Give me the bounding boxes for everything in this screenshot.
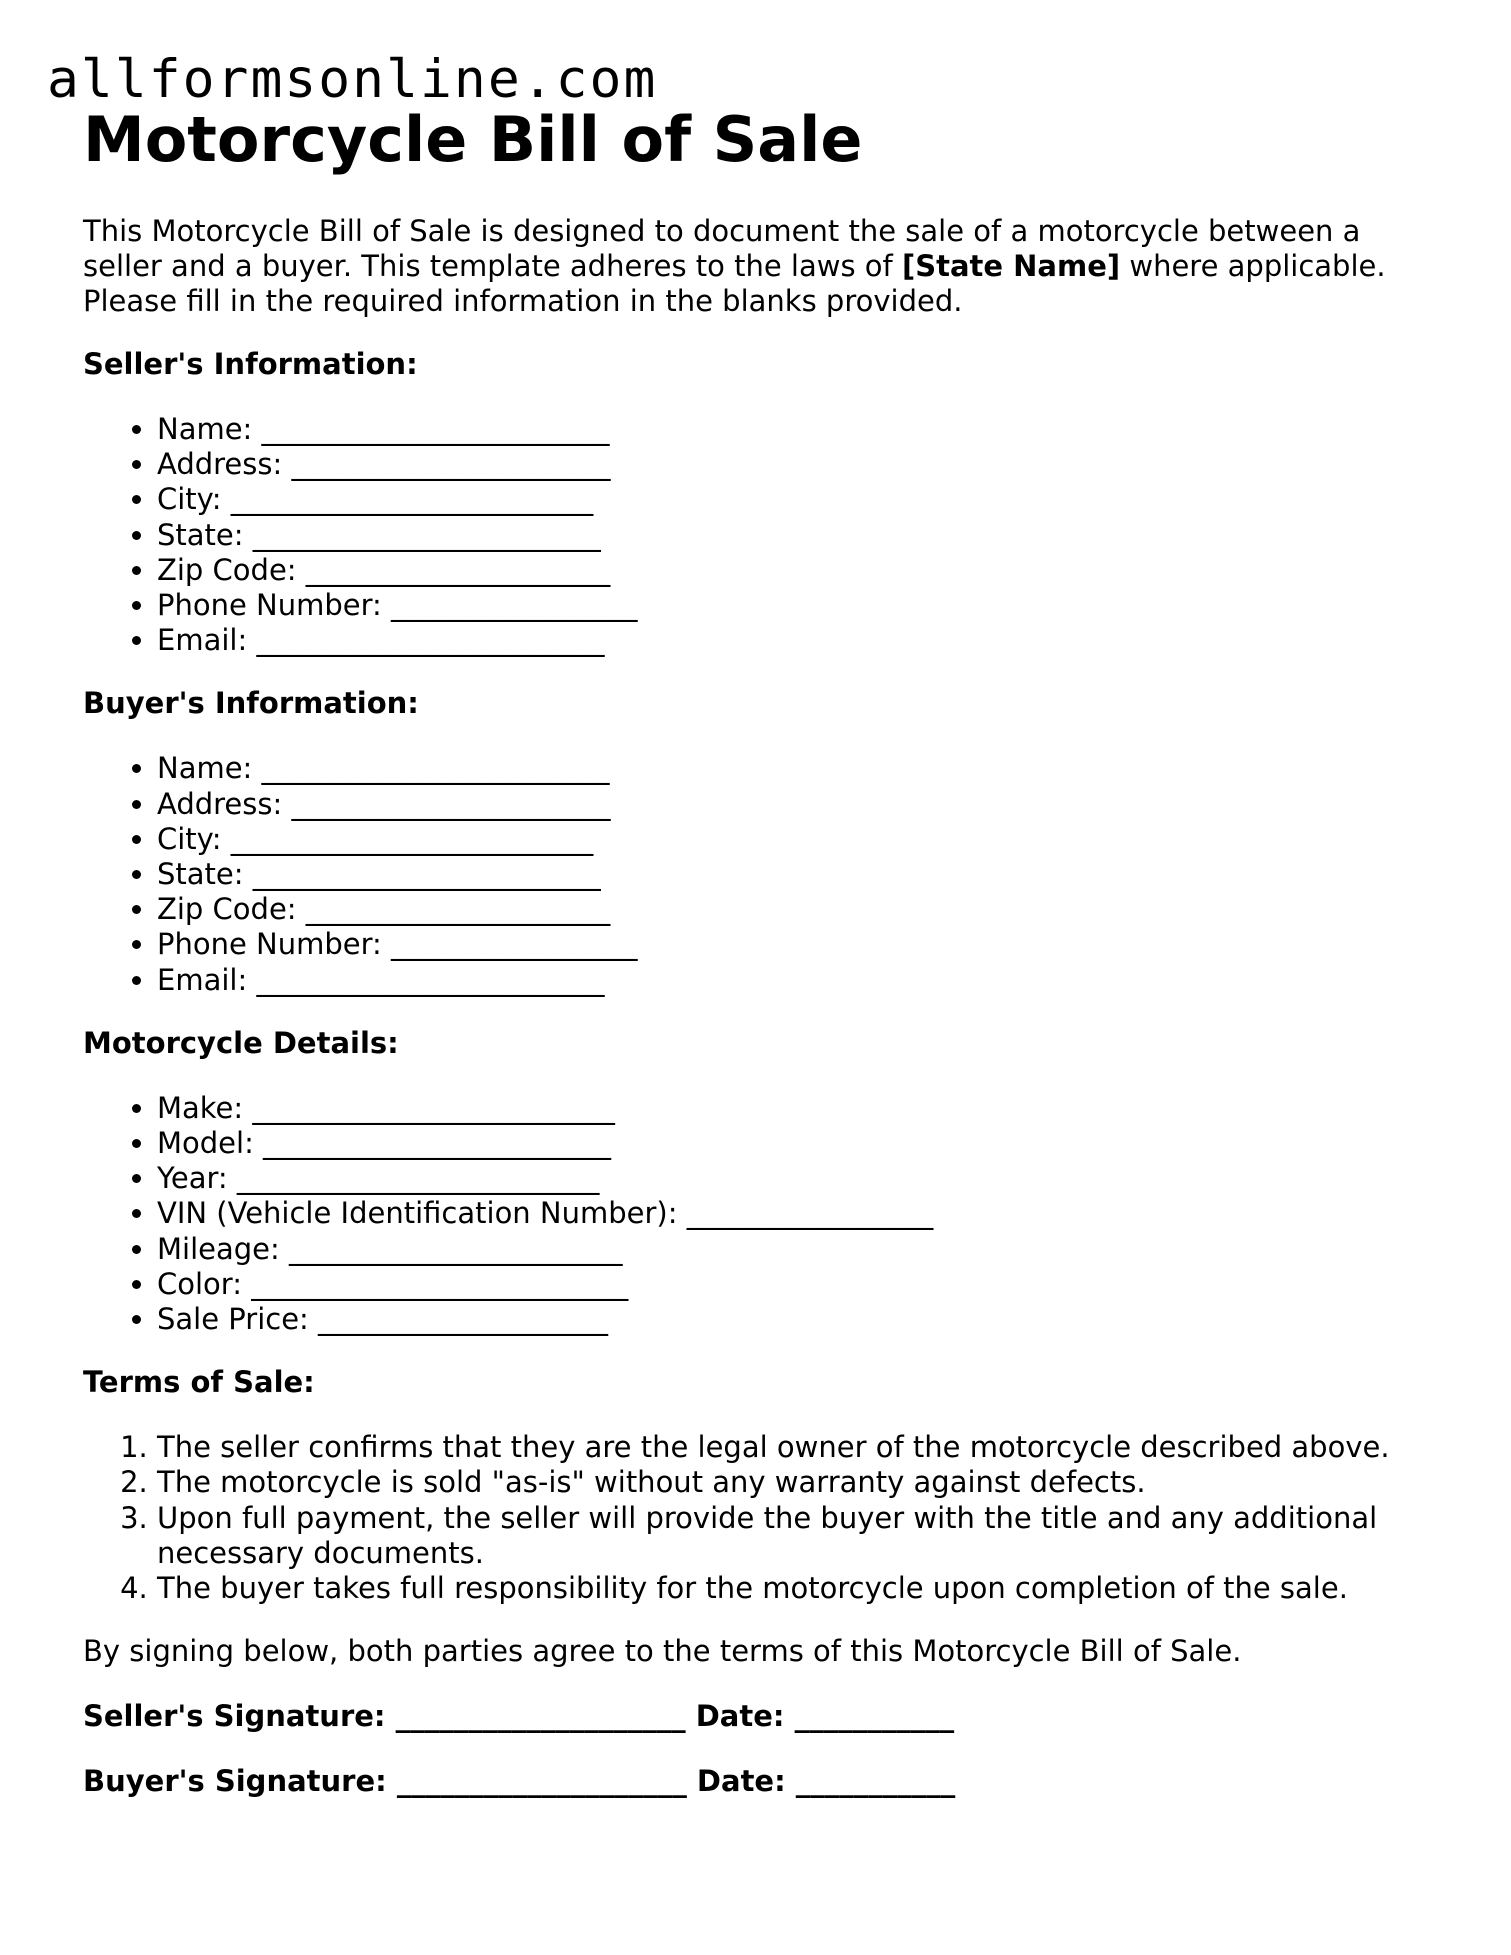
buyer-info-heading: Buyer's Information: [83, 686, 419, 721]
seller-address-field[interactable]: • Address: ______________________ [157, 447, 1443, 482]
seller-phone-field[interactable]: • Phone Number: _________________ [157, 588, 1443, 623]
year-field[interactable]: • Year: _________________________ [157, 1161, 1443, 1196]
buyer-info-list [83, 751, 1443, 997]
buyer-address-field[interactable]: • Address: ______________________ [157, 787, 1443, 822]
color-field[interactable]: • Color: __________________________ [157, 1267, 1443, 1302]
buyer-city-field[interactable]: • City: _________________________ [157, 822, 1443, 857]
model-field[interactable]: • Model: ________________________ [157, 1126, 1443, 1161]
seller-zip-field[interactable]: • Zip Code: _____________________ [157, 553, 1443, 588]
intro-paragraph [83, 214, 1443, 319]
mileage-field[interactable]: • Mileage: _______________________ [157, 1232, 1443, 1267]
motorcycle-details-list [83, 1091, 1443, 1337]
sale-price-field[interactable]: • Sale Price: ____________________ [157, 1302, 1443, 1337]
buyer-email-field[interactable]: • Email: ________________________ [157, 963, 1443, 998]
state-name-placeholder: [State Name] [901, 249, 1121, 283]
seller-signature-line[interactable]: Seller's Signature: ____________________ Date: ___________ [83, 1699, 955, 1734]
document-title: Motorcycle Bill of Sale [83, 103, 863, 176]
buyer-state-field[interactable]: • State: ________________________ [157, 857, 1443, 892]
closing-statement: By signing below, both parties agree to the terms of this Motorcycle Bill of Sale. [83, 1634, 1242, 1669]
buyer-zip-field[interactable]: • Zip Code: _____________________ [157, 892, 1443, 927]
buyer-phone-field[interactable]: • Phone Number: _________________ [157, 927, 1443, 962]
intro-text-end: where applicable. Please fill in the required information in the blanks provided. [83, 249, 1386, 318]
watermark: allformsonline.com [47, 49, 658, 110]
intro-text-start: This Motorcycle Bill of Sale is designed to document the sale of a motorcycle between a seller and a buyer. This template adheres to the laws of [83, 214, 1361, 283]
vin-field[interactable]: • VIN (Vehicle Identification Number): _________________ [157, 1196, 1443, 1231]
seller-state-field[interactable]: • State: ________________________ [157, 518, 1443, 553]
document-page [83, 100, 1443, 1799]
make-field[interactable]: • Make: _________________________ [157, 1091, 1443, 1126]
term-item: 3. Upon full payment, the seller will provide the buyer with the title and any additional necessary documents. [157, 1501, 1443, 1571]
seller-email-field[interactable]: • Email: ________________________ [157, 623, 1443, 658]
term-item: 2. The motorcycle is sold "as-is" without any warranty against defects. [157, 1465, 1443, 1500]
seller-info-list [83, 412, 1443, 658]
terms-list [83, 1430, 1443, 1606]
term-item: 4. The buyer takes full responsibility for the motorcycle upon completion of the sale. [157, 1571, 1443, 1606]
terms-heading: Terms of Sale: [83, 1365, 315, 1400]
seller-info-heading: Seller's Information: [83, 347, 418, 381]
seller-name-field[interactable]: • Name: ________________________ [157, 412, 1443, 447]
seller-city-field[interactable]: • City: _________________________ [157, 482, 1443, 517]
term-item: 1. The seller confirms that they are the legal owner of the motorcycle described above. [157, 1430, 1443, 1465]
buyer-name-field[interactable]: • Name: ________________________ [157, 751, 1443, 786]
buyer-signature-line[interactable]: Buyer's Signature: ____________________ Date: ___________ [83, 1764, 956, 1799]
motorcycle-details-heading: Motorcycle Details: [83, 1025, 399, 1060]
